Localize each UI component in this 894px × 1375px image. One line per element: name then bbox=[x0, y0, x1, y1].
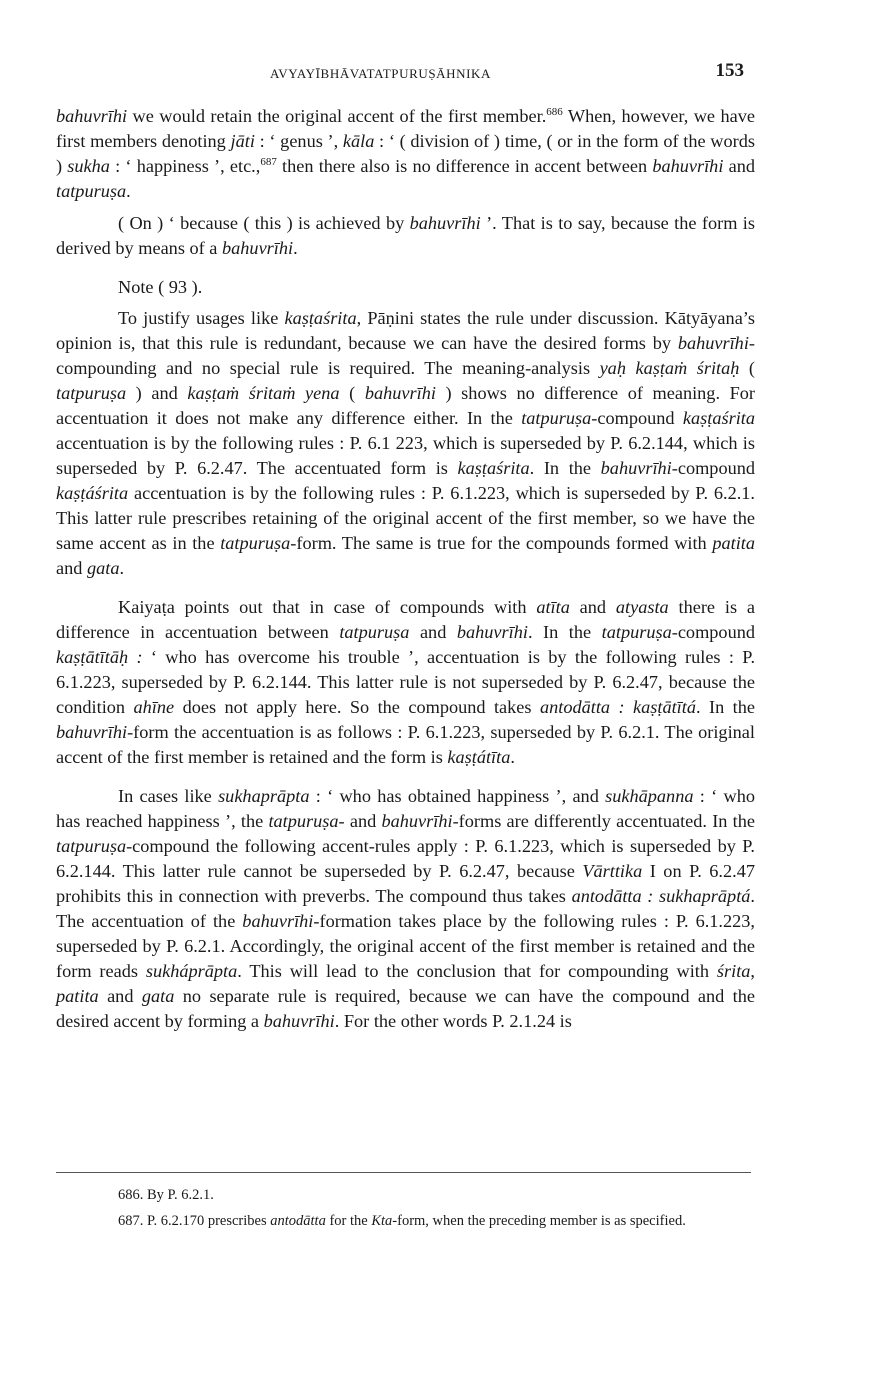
footnotes bbox=[56, 1185, 755, 1237]
page-header bbox=[270, 60, 750, 86]
paragraph-kaiyata: Kaiyaṭa points out that in case of compounds with atīta and atyasta there is a difference in accentuation between tatpuruṣa and bahuvrīhi. In the tatpuruṣa-compound kaṣṭātītāḥ : ‘ who has overcome his trouble ’, accentuation is by the following rules : P. 6.1.223, superseded by P. 6.2.144. This latter rule is not superseded by P. 6.2.47, because the condition ahīne does not apply here. So the compound takes antodātta : kaṣṭātītá. In the bahuvrīhi-form the accentuation is as follows : P. 6.1.223, superseded by P. 6.2.1. The original accent of the first member is retained and the form is kaṣṭátīta. bbox=[56, 597, 756, 767]
note-heading: Note ( 93 ). bbox=[118, 277, 203, 297]
footnote-ref-686: 686 bbox=[546, 105, 563, 118]
page-number: 153 bbox=[715, 60, 744, 81]
footnote-686: 686. By P. 6.2.1. bbox=[118, 1187, 214, 1203]
footnote-divider bbox=[56, 1172, 751, 1173]
main-text bbox=[56, 104, 755, 1034]
paragraph-continued: bahuvrīhi we would retain the original accent of the first member.$^{686}$ When, however, we have first members denoting jāti : ‘ genus ’, kāla : ‘ ( division of ) time, ( or in the form of the words ) sukha : ‘ happiness ’, etc.,$^{687}$ then there also is no difference in accent between bahuvrīhi and tatpuruṣa. bbox=[56, 105, 756, 201]
paragraph-on-bahuvrihi: ( On ) ‘ because ( this ) is achieved by bahuvrīhi ’. That is to say, because the form is derived by means of a bahuvrīhi. bbox=[56, 213, 755, 258]
paragraph-panini-rule: To justify usages like kaṣṭaśrita, Pāṇini states the rule under discussion. Kātyāyana’s opinion is, that this rule is redundant, because we can have the desired forms by bahuvrīhi-compounding and no special rule is required. The meaning-analysis yaḥ kaṣṭaṁ śritaḥ ( tatpuruṣa ) and kaṣṭaṁ śritaṁ yena ( bahuvrīhi ) shows no difference of meaning. For accentuation it does not make any difference either. In the tatpuruṣa-compound kaṣṭaśrita accentuation is by the following rules : P. 6.1 223, which is superseded by P. 6.2.144, which is superseded by P. 6.2.47. The accentuated form is kaṣṭaśrita. In the bahuvrīhi-compound kaṣṭáśrita accentuation is by the following rules : P. 6.1.223, which is superseded by P. 6.2.1. This latter rule prescribes retaining of the original accent of the first member, so we have the same accent as in the tatpuruṣa-form. The same is true for the compounds formed with patita and gata. bbox=[56, 308, 756, 578]
footnote-687: 687. P. 6.2.170 prescribes antodātta for the Kta-form, when the preceding member is as specified. bbox=[118, 1213, 686, 1229]
footnote-ref-687: 687 bbox=[260, 155, 277, 168]
running-title: AVYAYĪBHĀVATATPURUṢĀHNIKA bbox=[270, 66, 492, 81]
paragraph-sukhaprapta: In cases like sukhaprāpta : ‘ who has obtained happiness ’, and sukhāpanna : ‘ who has reached happiness ’, the tatpuruṣa- and bahuvrīhi-forms are differently accentuated. In the tatpuruṣa-compound the following accent-rules apply : P. 6.1.223, which is superseded by P. 6.2.144. This latter rule cannot be superseded by P. 6.2.47, because Vārttika I on P. 6.2.47 prohibits this in connection with preverbs. The compound thus takes antodātta : sukhaprāptá. The accentuation of the bahuvrīhi-formation takes place by the following rules : P. 6.1.223, superseded by P. 6.2.1. Accordingly, the original accent of the first member is retained and the form reads sukháprāpta. This will lead to the conclusion that for compounding with śrita, patita and gata no separate rule is required, because we can have the compound and the desired accent by forming a bahuvrīhi. For the other words P. 2.1.24 is bbox=[56, 786, 756, 1031]
